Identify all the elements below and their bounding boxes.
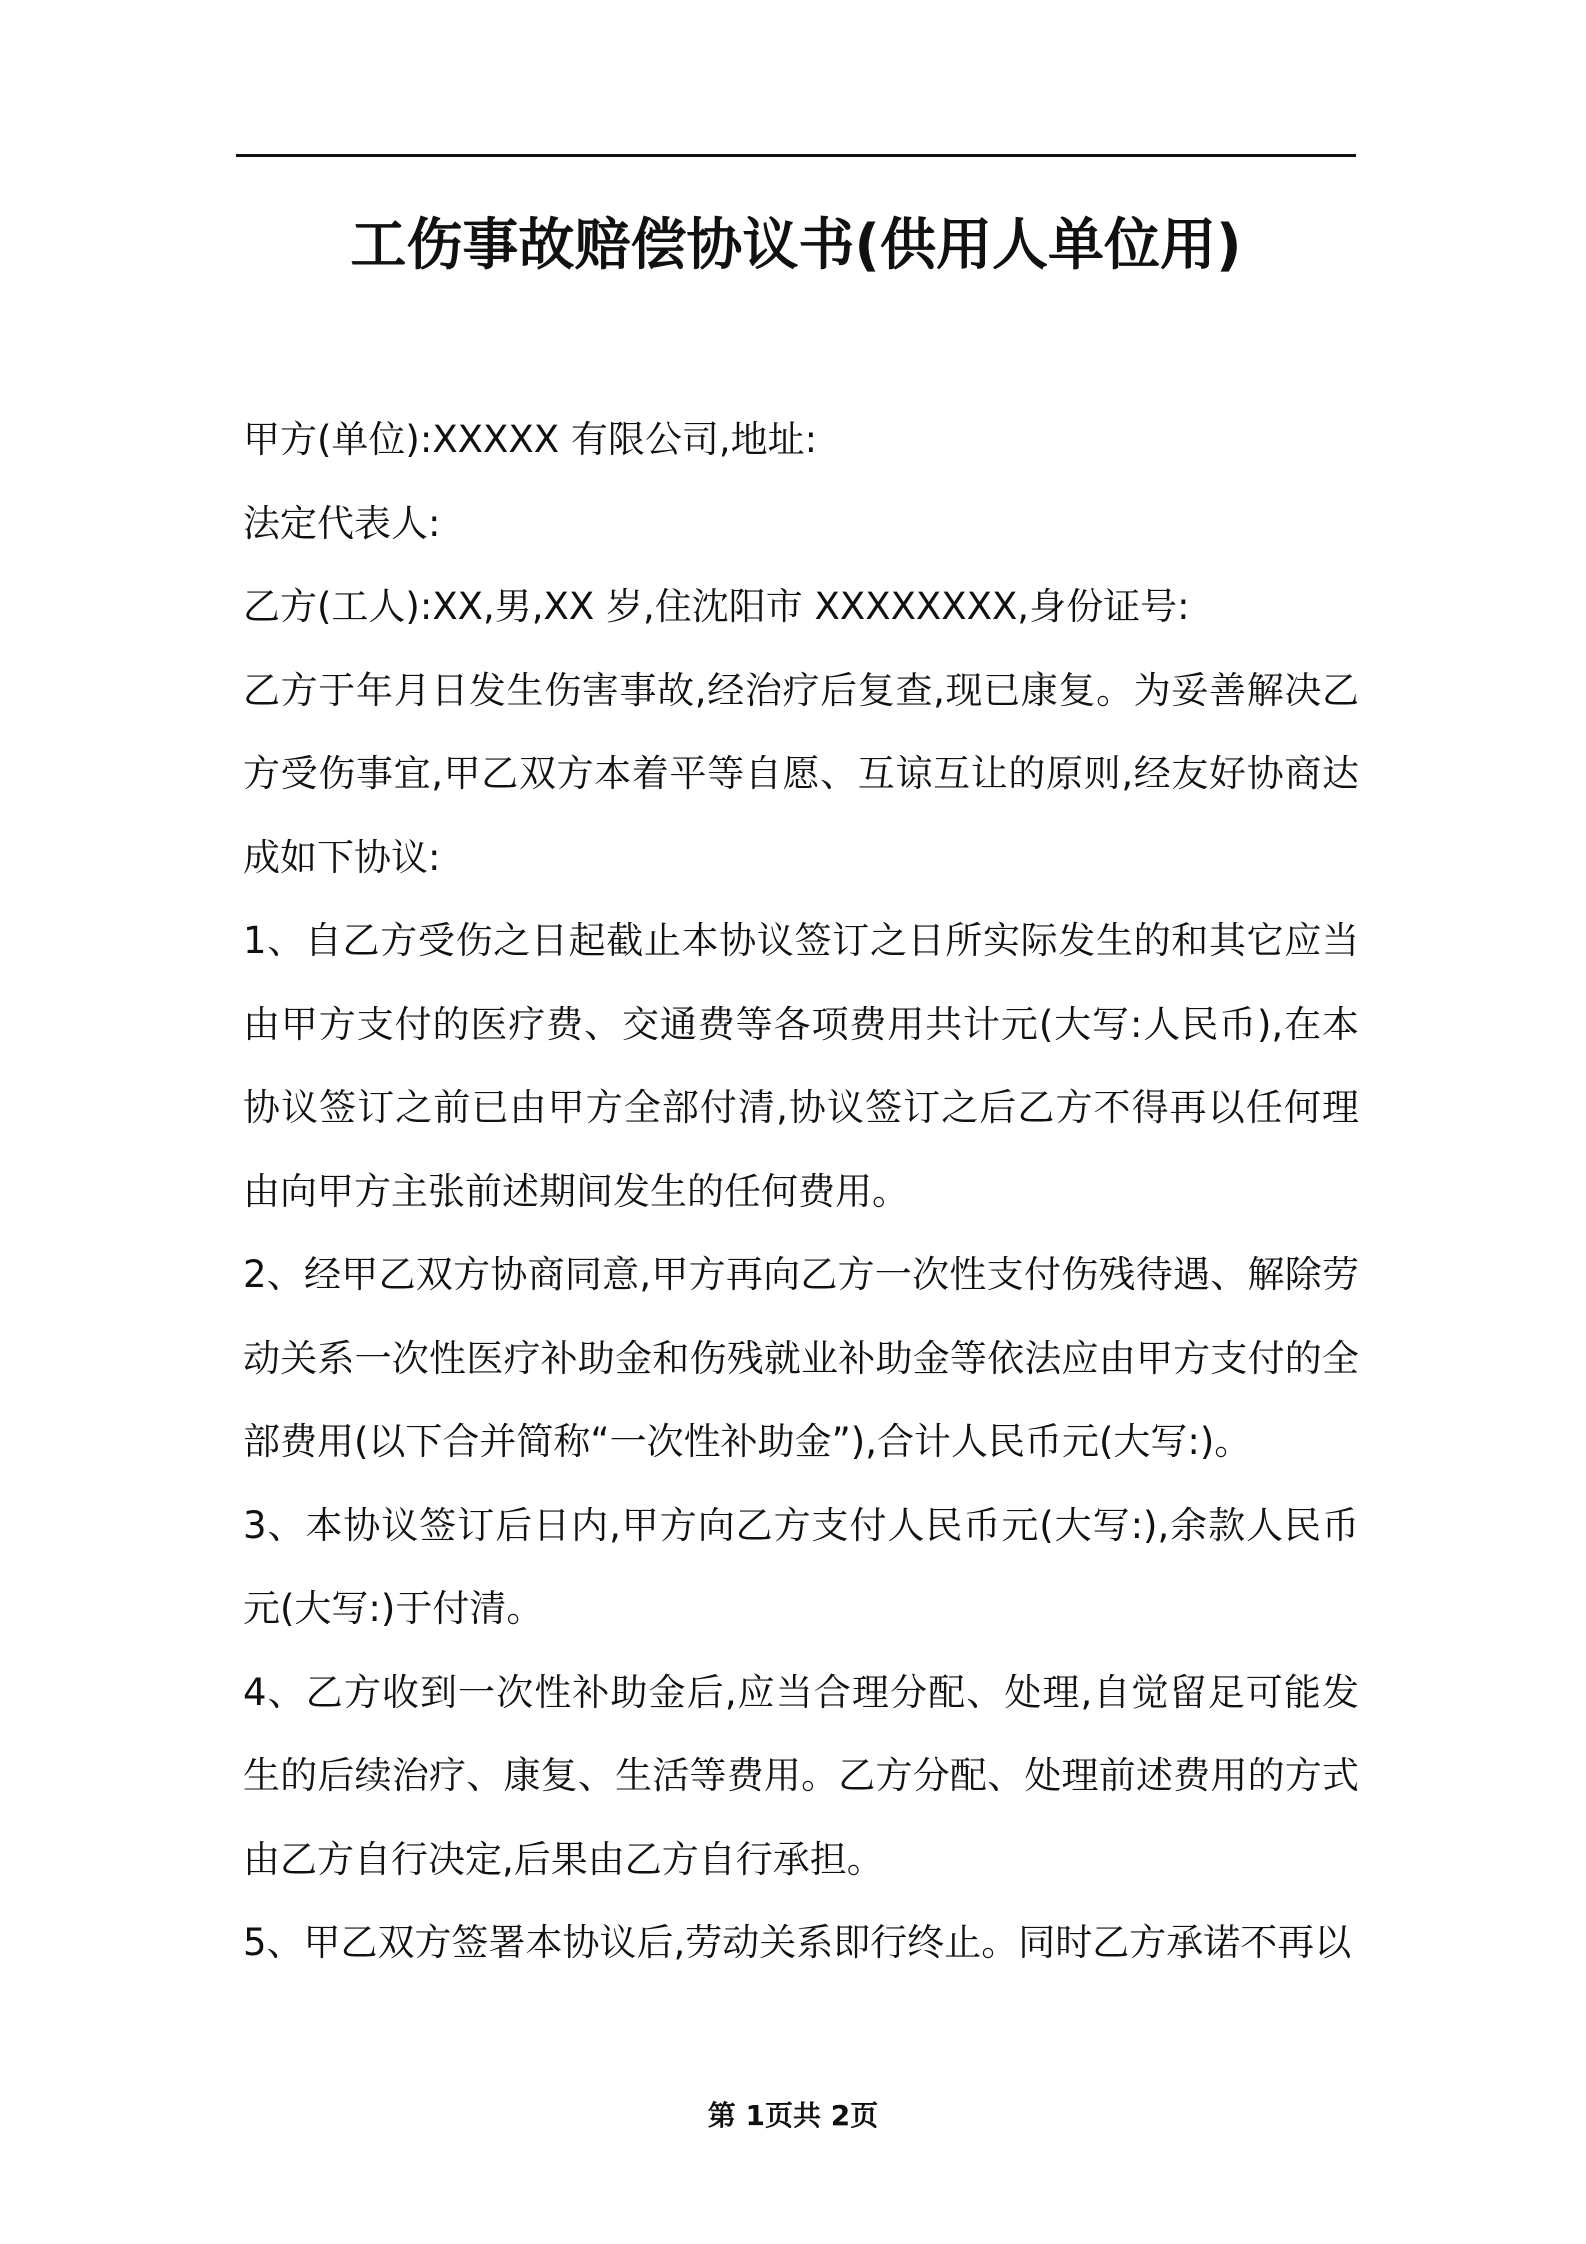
preamble-paragraph: 乙方于年月日发生伤害事故,经治疗后复查,现已康复。为妥善解决乙方受伤事宜,甲乙双方本着平等自愿、互谅互让的原则,经友好协商达成如下协议: [243, 668, 1359, 879]
document-body [243, 398, 1359, 1985]
party-a-line: 甲方(单位):XXXXX 有限公司,地址: [243, 418, 818, 461]
document-title: 工伤事故赔偿协议书(供用人单位用) [350, 213, 1242, 278]
clause-5-paragraph: 5、甲乙双方签署本协议后,劳动关系即行终止。同时乙方承诺不再以 [243, 1921, 1352, 1964]
page-number-footer: 第 1页共 2页 [707, 2099, 879, 2132]
clause-4-paragraph: 4、乙方收到一次性补助金后,应当合理分配、处理,自觉留足可能发生的后续治疗、康复、生活等费用。乙方分配、处理前述费用的方式由乙方自行决定,后果由乙方自行承担。 [243, 1670, 1359, 1881]
legal-representative-line: 法定代表人: [243, 501, 441, 545]
party-b-line: 乙方(工人):XX,男,XX 岁,住沈阳市 XXXXXXXX,身份证号: [243, 585, 1190, 628]
clause-3-paragraph: 3、本协议签订后日内,甲方向乙方支付人民币元(大写:),余款人民币元(大写:)于付清。 [243, 1503, 1359, 1630]
clause-1-paragraph: 1、自乙方受伤之日起截止本协议签订之日所实际发生的和其它应当由甲方支付的医疗费、交通费等各项费用共计元(大写:人民币),在本协议签订之前已由甲方全部付清,协议签订之后乙方不得再以任何理由向甲方主张前述期间发生的任何费用。 [243, 919, 1359, 1213]
clause-2-paragraph: 2、经甲乙双方协商同意,甲方再向乙方一次性支付伤残待遇、解除劳动关系一次性医疗补助金和伤残就业补助金等依法应由甲方支付的全部费用(以下合并简称“一次性补助金”),合计人民币元(大写:)。 [243, 1253, 1359, 1463]
header-rule [236, 154, 1356, 157]
